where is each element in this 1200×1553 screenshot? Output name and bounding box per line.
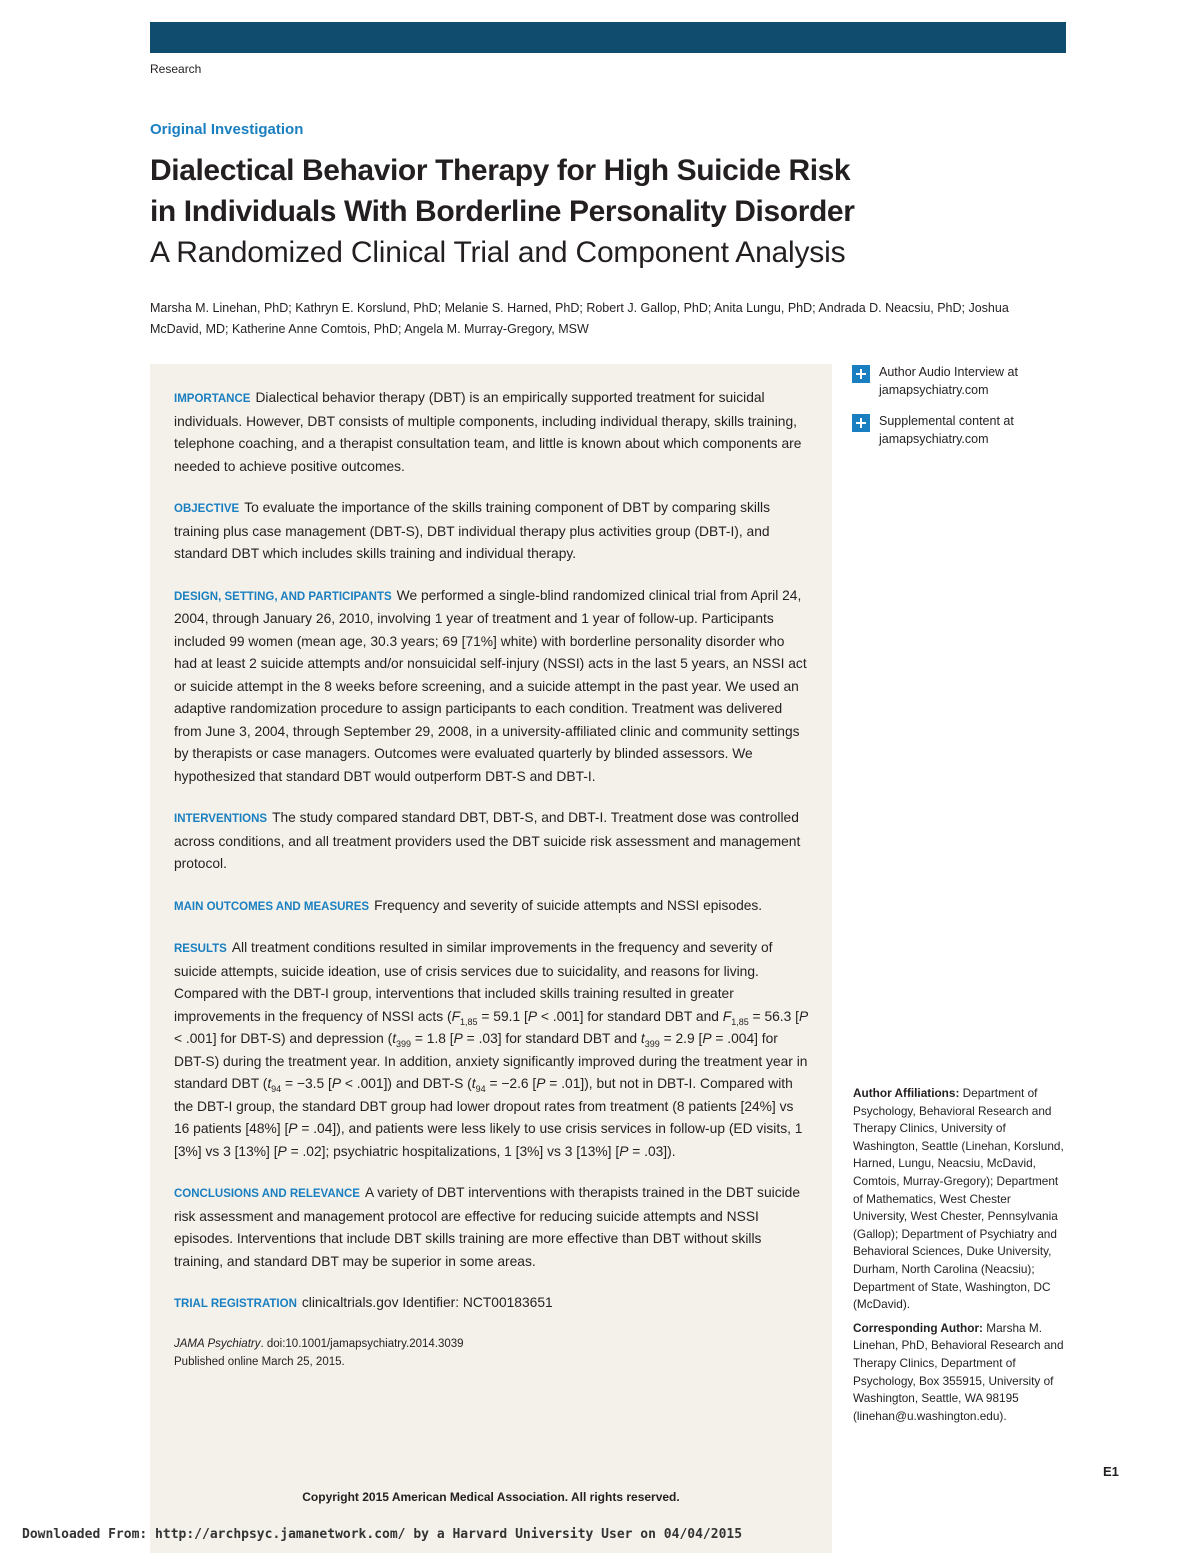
title-line-1: Dialectical Behavior Therapy for High Suicide Risk [150, 154, 851, 187]
section-text: To evaluate the importance of the skills training component of DBT by comparing skills training plus case management (DBT-S), DBT individual therapy plus activities group (DBT-I), and standard DBT which includes skills training and individual therapy. [174, 500, 771, 561]
section-label: Research [150, 62, 202, 76]
corresponding-email[interactable]: (linehan@u.washington.edu). [853, 1408, 1007, 1423]
article-subtitle: A Randomized Clinical Trial and Component Analysis [150, 236, 846, 269]
section-heading: CONCLUSIONS AND RELEVANCE [174, 1188, 360, 1200]
corresponding-author [853, 1320, 1068, 1426]
results-text: All treatment conditions resulted in similar improvements in the frequency and severity of suicide attempts, suicide ideation, use of crisis services due to suicidality, and reasons for living. Compared with the DBT-I group, interventions that included skills training resulted in greater improvements in the frequency of NSSI acts ( [174, 940, 773, 1024]
section-heading: RESULTS [174, 943, 227, 955]
abstract-trial-registration [174, 1292, 810, 1316]
section-heading: DESIGN, SETTING, AND PARTICIPANTS [174, 590, 392, 603]
stat-symbol: P [288, 1121, 298, 1136]
results-text: < .001]) and DBT-S ( [341, 1076, 472, 1091]
abstract-box [150, 364, 832, 1553]
stat-subscript: 399 [396, 1038, 412, 1049]
section-text: Frequency and severity of suicide attempts and NSSI episodes. [374, 897, 763, 913]
stat-symbol: P [527, 1008, 538, 1024]
affiliations-text: Department of Psychology, Behavioral Research and Therapy Clinics, University of Washington, Seattle (Linehan, Korslund, Harned, Lungu, Neacsiu, McDavid, Comtois, Murray-Gregory); Department of Mathematics, West Chester University, West Chester, Pennsylvania (Gallop); Department of Psychiatry and Behavioral Sciences, Duke University, Durham, North Carolina (Neacsiu); Department of State, Washington, DC (McDavid). [853, 1086, 1064, 1312]
sidebar-links [852, 363, 1072, 461]
results-text: = .03] for standard DBT and [462, 1031, 641, 1046]
results-text: = .02]; psychiatric hospitalizations, 1 [3%] vs 3 [13%] [ [286, 1143, 620, 1159]
stat-symbol: t [392, 1031, 397, 1046]
results-text: = 59.1 [ [477, 1008, 528, 1024]
download-note: Downloaded From: http://archpsyc.jamanetwork.com/ by a Harvard University User on 04/04/2015 [22, 1527, 743, 1542]
affiliations-label: Author Affiliations: [853, 1086, 960, 1100]
abstract-outcomes [174, 895, 810, 919]
stat-symbol: t [640, 1031, 645, 1046]
abstract-results [174, 937, 810, 1163]
stat-symbol: P [277, 1143, 287, 1159]
plus-icon [852, 414, 870, 432]
results-text: = 2.9 [ [659, 1031, 703, 1046]
results-text: < .001] for DBT-S) and depression ( [174, 1031, 393, 1046]
author-affiliations [853, 1085, 1068, 1431]
section-heading: TRIAL REGISTRATION [174, 1298, 297, 1310]
results-text: = .03]). [628, 1143, 676, 1159]
plus-icon [852, 365, 870, 383]
stat-symbol: P [798, 1008, 809, 1024]
stat-symbol: P [331, 1076, 342, 1091]
abstract-conclusions [174, 1182, 810, 1273]
results-text: = .004] for DBT-S) during the treatment year. In addition, anxiety significantly improved during the treatment year in standard DBT ( [174, 1031, 808, 1091]
stat-subscript: 94 [475, 1083, 486, 1094]
results-text: = .01]), but not in DBT-I. Compared with the DBT-I group, the standard DBT group had lower dropout rates from treatment (8 patients [24%] vs 16 patients [48%] [ [174, 1076, 794, 1136]
corresponding-label: Corresponding Author: [853, 1320, 983, 1335]
copyright-notice: Copyright 2015 American Medical Association. All rights reserved. [302, 1490, 680, 1504]
abstract-importance [174, 387, 810, 478]
results-text: = −2.6 [ [485, 1076, 537, 1091]
link-line: Supplemental content at [879, 414, 1014, 428]
section-text: Dialectical behavior therapy (DBT) is an empirically supported treatment for suicidal individuals. However, DBT consists of multiple components, including individual therapy, skills training, telephone coaching, and a therapist consultation team, and little is known about which components are needed to achieve positive outcomes. [174, 390, 802, 474]
corresponding-text: Marsha M. Linehan, PhD, Behavioral Research and Therapy Clinics, Department of Psychology, Box 355915, University of Washington, Seattle, WA 98195 [853, 1320, 1064, 1406]
section-text: The study compared standard DBT, DBT-S, and DBT-I. Treatment dose was controlled across conditions, and all treatment providers used the DBT suicide risk assessment and management protocol. [174, 810, 801, 871]
section-text: A variety of DBT interventions with therapists trained in the DBT suicide risk assessment and management protocol are effective for reducing suicide attempts and NSSI episodes. Interventions that include DBT skills training are more effective than DBT without skills training, and standard DBT may be superior in some areas. [174, 1185, 801, 1269]
stat-symbol: F [722, 1008, 732, 1024]
abstract-interventions [174, 807, 810, 876]
abstract-design [174, 585, 810, 789]
results-text: = 56.3 [ [748, 1008, 799, 1024]
stat-subscript: 1,85 [731, 1016, 749, 1027]
link-url: jamapsychiatry.com [879, 383, 989, 397]
stat-symbol: P [536, 1076, 546, 1091]
abstract-objective [174, 497, 810, 566]
results-text: = 1.8 [ [411, 1031, 454, 1046]
section-heading: MAIN OUTCOMES AND MEASURES [174, 900, 370, 913]
audio-interview-link[interactable] [852, 363, 1072, 399]
stat-symbol: F [451, 1008, 461, 1024]
article-title [150, 150, 1030, 273]
stat-symbol: P [453, 1031, 463, 1046]
journal-header-bar [150, 22, 1066, 53]
stat-symbol: P [702, 1031, 712, 1046]
results-text: < .001] for standard DBT and [537, 1008, 723, 1024]
stat-subscript: 94 [271, 1083, 282, 1094]
section-heading: IMPORTANCE [174, 393, 251, 405]
stat-symbol: t [471, 1076, 476, 1091]
link-line: Author Audio Interview at [879, 365, 1018, 379]
stat-subscript: 399 [644, 1038, 660, 1049]
author-list: Marsha M. Linehan, PhD; Kathryn E. Korslund, PhD; Melanie S. Harned, PhD; Robert J. Gallop, PhD; Anita Lungu, PhD; Andrada D. Neacsiu, PhD; Joshua McDavid, MD; Katherine Anne Comtois, PhD; Angela M. Murray-Gregory, MSW [150, 301, 1009, 336]
section-heading: OBJECTIVE [174, 503, 240, 515]
published-date: Published online March 25, 2015. [174, 1355, 345, 1368]
supplemental-content-link[interactable] [852, 412, 1072, 448]
section-heading: INTERVENTIONS [174, 813, 268, 825]
journal-name: JAMA Psychiatry [174, 1337, 261, 1350]
title-line-2: in Individuals With Borderline Personality Disorder [150, 195, 855, 228]
link-url: jamapsychiatry.com [879, 432, 989, 446]
section-text: We performed a single-blind randomized clinical trial from April 24, 2004, through January 26, 2010, involving 1 year of treatment and 1 year of follow-up. Participants included 99 women (mean age, 30.3 years; 69 [71%] white) with borderline personality disorder who had at least 2 suicide attempts and/or nonsuicidal self-injury (NSSI) acts in the last 5 years, an NSSI act or suicide attempt in the 8 weeks before screening, and a suicide attempt in the past year. We used an adaptive randomization procedure to assign participants to each condition. Treatment was delivered from June 3, 2004, through September 29, 2008, in a university-affiliated clinic and community settings by therapists or case managers. Outcomes were evaluated quarterly by blinded assessors. We hypothesized that standard DBT would outperform DBT-S and DBT-I. [174, 587, 807, 784]
results-text: = .04]), and patients were less likely to use crisis services in follow-up (ED visits, 1 [3%] vs 3 [13%] [ [174, 1121, 803, 1159]
stat-subscript: 1,85 [460, 1016, 478, 1027]
affiliations-paragraph [853, 1085, 1068, 1314]
page-number: E1 [1103, 1464, 1119, 1479]
stat-symbol: P [619, 1143, 629, 1159]
article-type: Original Investigation [150, 121, 304, 138]
doi-link[interactable]: . doi:10.1001/jamapsychiatry.2014.3039 [260, 1337, 464, 1350]
stat-symbol: t [267, 1076, 272, 1091]
results-text: = −3.5 [ [281, 1076, 332, 1091]
trial-identifier[interactable]: clinicaltrials.gov Identifier: NCT00183651 [301, 1295, 553, 1310]
citation [174, 1335, 810, 1371]
